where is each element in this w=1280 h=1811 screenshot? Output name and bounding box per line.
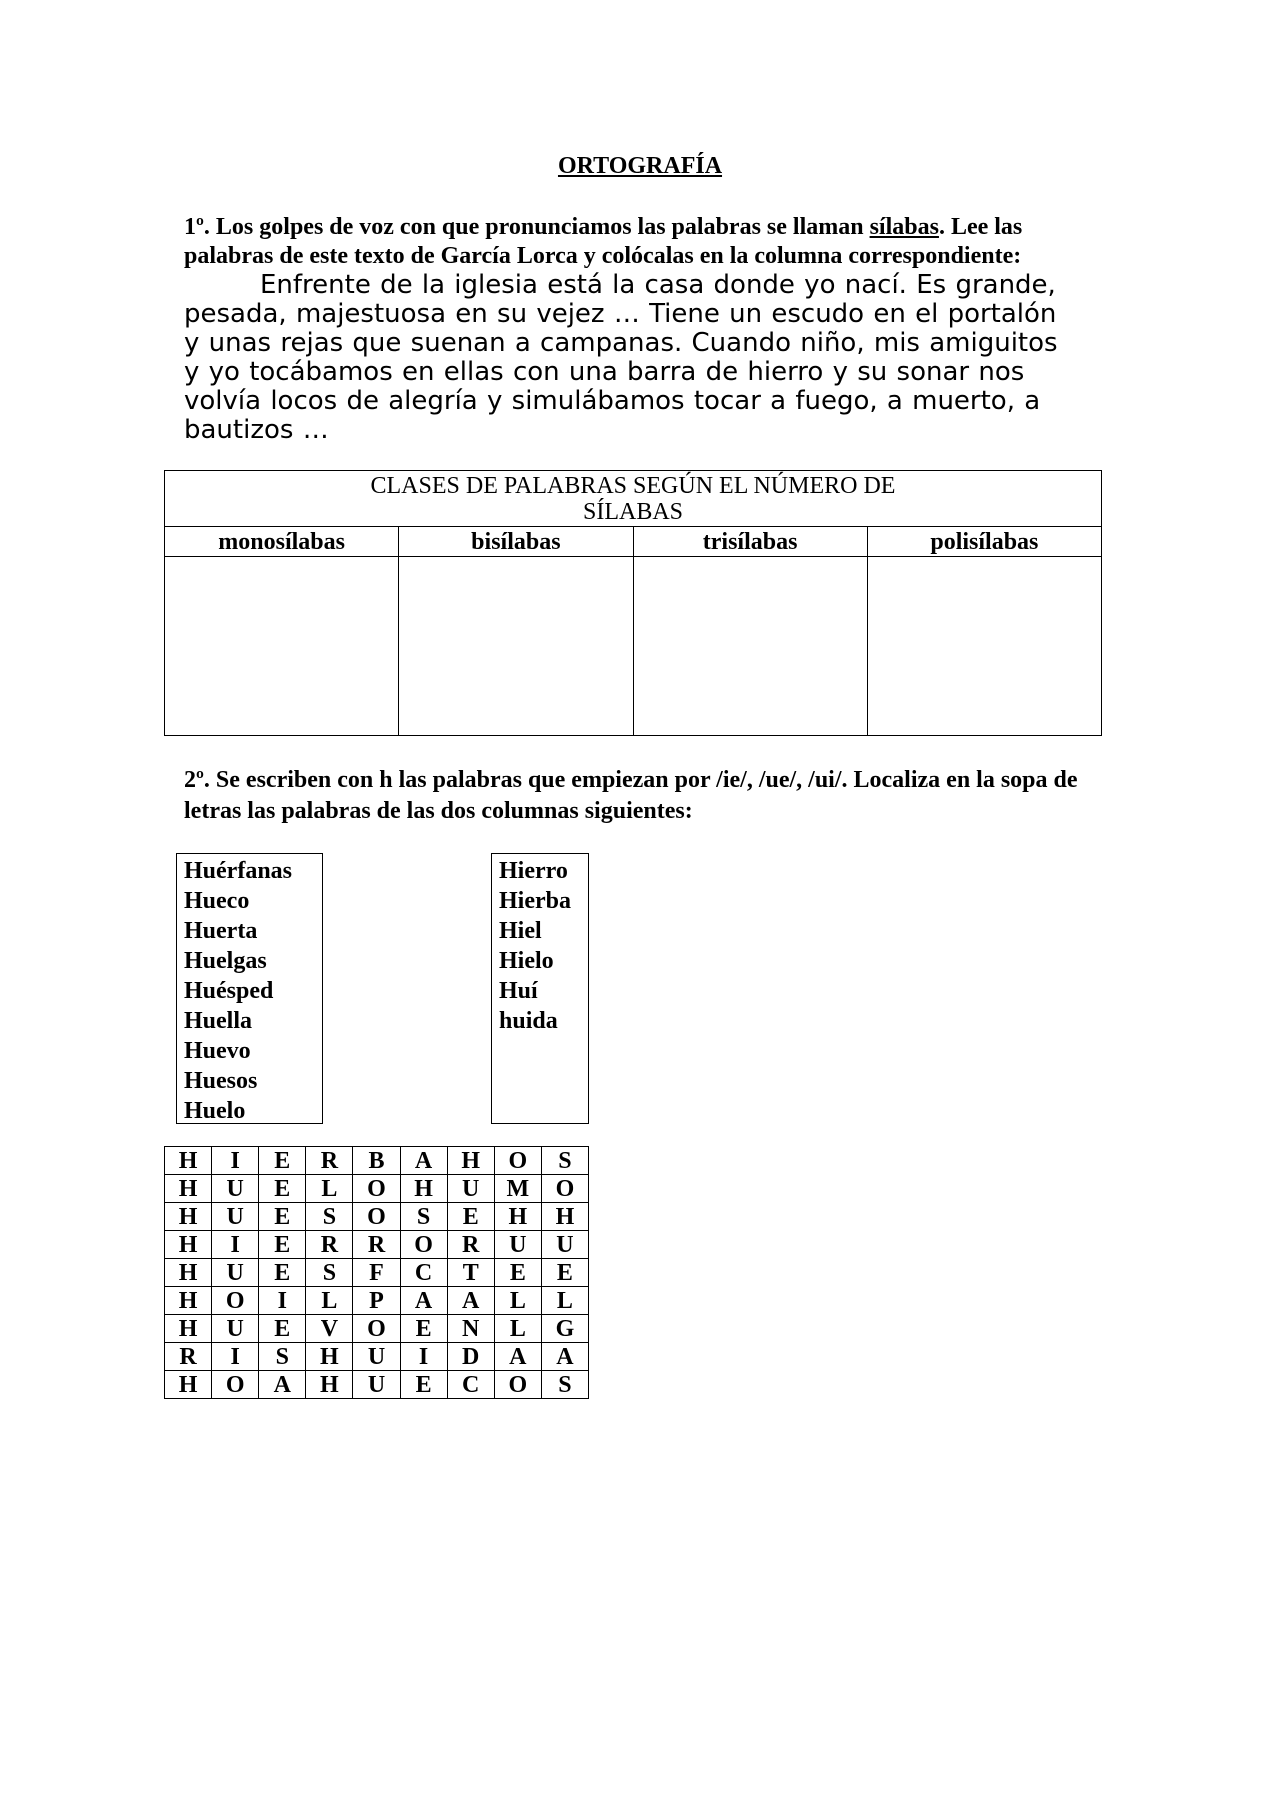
answer-cell-polisilabas[interactable] — [867, 557, 1101, 736]
word-search-row — [165, 1343, 589, 1371]
list-item: Huesos — [184, 1068, 258, 1094]
column-header-trisilabas: trisílabas — [633, 527, 867, 557]
lorca-text-line: pesada, majestuosa en su vejez … Tiene un escudo en el portalón — [184, 299, 1057, 329]
word-search-cell[interactable]: O — [212, 1371, 259, 1399]
word-list-ie-ui — [491, 853, 589, 1124]
list-item: Huelgas — [184, 948, 267, 974]
word-search-cell[interactable]: H — [165, 1175, 212, 1203]
word-search-cell[interactable]: E — [494, 1259, 541, 1287]
word-search-cell[interactable]: L — [541, 1287, 588, 1315]
word-search-cell[interactable]: H — [400, 1175, 447, 1203]
word-search-cell[interactable]: U — [212, 1203, 259, 1231]
word-search-cell[interactable]: A — [447, 1287, 494, 1315]
exercise-1-prompt — [184, 213, 1104, 271]
word-search-cell[interactable]: T — [447, 1259, 494, 1287]
word-search-cell[interactable]: I — [212, 1231, 259, 1259]
column-header-bisilabas: bisílabas — [399, 527, 633, 557]
word-search-cell[interactable]: A — [400, 1287, 447, 1315]
word-search-cell[interactable]: H — [165, 1147, 212, 1175]
list-item: Huelo — [184, 1098, 246, 1124]
word-search-cell[interactable]: E — [400, 1371, 447, 1399]
word-search-cell[interactable]: H — [165, 1259, 212, 1287]
word-search-cell[interactable]: S — [259, 1343, 306, 1371]
word-search-cell[interactable]: S — [541, 1371, 588, 1399]
list-item: Huella — [184, 1008, 253, 1034]
word-search-cell[interactable]: I — [400, 1343, 447, 1371]
word-search-cell[interactable]: H — [165, 1203, 212, 1231]
list-item: Huí — [499, 978, 538, 1004]
list-item: Huésped — [184, 978, 274, 1004]
column-header-monosilabas: monosílabas — [165, 527, 399, 557]
word-search-cell[interactable]: E — [259, 1231, 306, 1259]
word-search-cell[interactable]: E — [541, 1259, 588, 1287]
word-search-cell[interactable]: V — [306, 1315, 353, 1343]
word-search-cell[interactable]: E — [400, 1315, 447, 1343]
word-search-cell[interactable]: O — [353, 1203, 400, 1231]
list-item: Hiel — [499, 918, 542, 944]
word-search-row — [165, 1315, 589, 1343]
list-item: Huevo — [184, 1038, 251, 1064]
word-search-grid — [164, 1146, 589, 1399]
exercise-1-underlined-term: sílabas — [869, 214, 939, 240]
exercise-1-text-end: . Lee las palabras de este texto de García Lorca y colócalas en la columna correspondiente: — [184, 214, 1023, 269]
word-search-row — [165, 1259, 589, 1287]
word-search-cell[interactable]: E — [259, 1203, 306, 1231]
word-search-cell[interactable]: N — [447, 1315, 494, 1343]
word-search-cell[interactable]: I — [212, 1343, 259, 1371]
word-search-row — [165, 1147, 589, 1175]
answer-cell-bisilabas[interactable] — [399, 557, 633, 736]
word-search-cell[interactable]: H — [165, 1371, 212, 1399]
word-search-cell[interactable]: H — [306, 1371, 353, 1399]
lorca-text-line: Enfrente de la iglesia está la casa donde yo nací. Es grande, — [260, 270, 1056, 300]
word-search-cell[interactable]: I — [259, 1287, 306, 1315]
word-search-cell[interactable]: L — [306, 1175, 353, 1203]
word-search-cell[interactable]: E — [259, 1147, 306, 1175]
word-search-cell[interactable]: O — [212, 1287, 259, 1315]
column-header-polisilabas: polisílabas — [867, 527, 1101, 557]
word-search-cell[interactable]: S — [541, 1147, 588, 1175]
word-search-cell[interactable]: U — [353, 1371, 400, 1399]
answer-cell-trisilabas[interactable] — [633, 557, 867, 736]
word-search-cell[interactable]: H — [494, 1203, 541, 1231]
answer-cell-monosilabas[interactable] — [165, 557, 399, 736]
exercise-2-prompt: 2º. Se escriben con h las palabras que empiezan por /ie/, /ue/, /ui/. Localiza en la sopa de letras las palabras de las dos columnas siguientes: — [184, 767, 1078, 824]
word-search-cell[interactable]: C — [400, 1259, 447, 1287]
word-search-cell[interactable]: A — [259, 1371, 306, 1399]
word-list-ue — [176, 853, 323, 1124]
word-search-cell[interactable]: U — [447, 1175, 494, 1203]
word-search-cell[interactable]: O — [494, 1147, 541, 1175]
word-search-cell[interactable]: U — [541, 1231, 588, 1259]
word-search-cell[interactable]: U — [212, 1259, 259, 1287]
word-search-cell[interactable]: S — [306, 1259, 353, 1287]
word-search-cell[interactable]: R — [353, 1231, 400, 1259]
word-search-cell[interactable]: A — [400, 1147, 447, 1175]
word-search-cell[interactable]: S — [400, 1203, 447, 1231]
word-search-cell[interactable]: L — [306, 1287, 353, 1315]
list-item: Huerta — [184, 918, 258, 944]
word-search-cell[interactable]: H — [447, 1147, 494, 1175]
word-search-cell[interactable]: R — [306, 1147, 353, 1175]
word-search-cell[interactable]: H — [306, 1343, 353, 1371]
list-item: Hierba — [499, 888, 571, 914]
word-search-cell[interactable]: E — [259, 1175, 306, 1203]
word-search-row — [165, 1175, 589, 1203]
syllable-classes-table — [164, 470, 1102, 736]
list-item: huida — [499, 1008, 558, 1034]
word-search-cell[interactable]: M — [494, 1175, 541, 1203]
word-search-cell[interactable]: R — [447, 1231, 494, 1259]
word-search-cell[interactable]: E — [259, 1315, 306, 1343]
word-search-cell[interactable]: O — [353, 1175, 400, 1203]
word-search-cell[interactable]: D — [447, 1343, 494, 1371]
word-search-cell[interactable]: U — [212, 1315, 259, 1343]
word-search-cell[interactable]: U — [212, 1175, 259, 1203]
list-item: Huérfanas — [184, 858, 292, 884]
word-search-cell[interactable]: L — [494, 1287, 541, 1315]
word-search-cell[interactable]: G — [541, 1315, 588, 1343]
word-search-cell[interactable]: I — [212, 1147, 259, 1175]
word-search-cell[interactable]: E — [259, 1259, 306, 1287]
lorca-text-line: volvía locos de alegría y simulábamos tocar a fuego, a muerto, a — [184, 386, 1041, 416]
word-search-cell[interactable]: O — [400, 1231, 447, 1259]
syllable-classes-header: CLASES DE PALABRAS SEGÚN EL NÚMERO DE SÍLABAS — [165, 471, 1102, 527]
list-item: Hielo — [499, 948, 554, 974]
word-search-cell[interactable]: A — [494, 1343, 541, 1371]
word-search-cell[interactable]: E — [447, 1203, 494, 1231]
word-search-cell[interactable]: O — [541, 1175, 588, 1203]
word-search-row — [165, 1231, 589, 1259]
page-title: ORTOGRAFÍA — [557, 153, 723, 179]
word-search-row — [165, 1287, 589, 1315]
exercise-1-text-start: 1º. Los golpes de voz con que pronunciamos las palabras se llaman — [184, 214, 870, 240]
lorca-text-line: y yo tocábamos en ellas con una barra de hierro y su sonar nos — [184, 357, 1025, 387]
word-search-cell[interactable]: C — [447, 1371, 494, 1399]
word-search-cell[interactable]: H — [165, 1231, 212, 1259]
word-search-cell[interactable]: S — [306, 1203, 353, 1231]
word-search-row — [165, 1371, 589, 1399]
word-search-cell[interactable]: U — [494, 1231, 541, 1259]
word-search-cell[interactable]: A — [541, 1343, 588, 1371]
lorca-text — [184, 271, 1104, 445]
word-search-cell[interactable]: U — [353, 1343, 400, 1371]
word-search-cell[interactable]: P — [353, 1287, 400, 1315]
word-search-cell[interactable]: H — [541, 1203, 588, 1231]
list-item: Hierro — [499, 858, 568, 884]
word-search-cell[interactable]: H — [165, 1315, 212, 1343]
word-search-cell[interactable]: H — [165, 1287, 212, 1315]
word-search-cell[interactable]: R — [306, 1231, 353, 1259]
word-search-cell[interactable]: B — [353, 1147, 400, 1175]
list-item: Hueco — [184, 888, 250, 914]
lorca-text-line: bautizos … — [184, 415, 329, 445]
word-search-cell[interactable]: R — [165, 1343, 212, 1371]
lorca-text-line: y unas rejas que suenan a campanas. Cuando niño, mis amiguitos — [184, 328, 1058, 358]
word-search-cell[interactable]: O — [494, 1371, 541, 1399]
word-search-cell[interactable]: O — [353, 1315, 400, 1343]
word-search-cell[interactable]: F — [353, 1259, 400, 1287]
word-search-row — [165, 1203, 589, 1231]
word-search-cell[interactable]: L — [494, 1315, 541, 1343]
